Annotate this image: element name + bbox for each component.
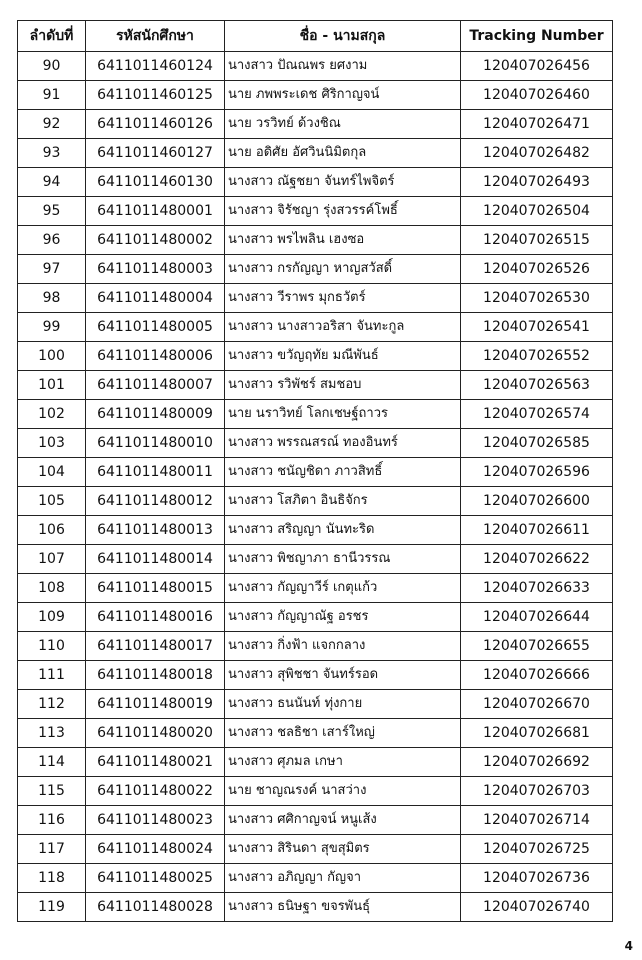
cell-tracking-number: 120407026622	[461, 545, 613, 574]
table-row	[18, 777, 613, 806]
cell-full-name: นางสาว ธนนันท์ ทุ่งกาย	[225, 690, 461, 719]
table-row	[18, 545, 613, 574]
cell-order: 112	[18, 690, 86, 719]
cell-tracking-number: 120407026515	[461, 226, 613, 255]
cell-student-id: 6411011480015	[86, 574, 225, 603]
cell-student-id: 6411011460124	[86, 52, 225, 81]
cell-student-id: 6411011480007	[86, 371, 225, 400]
table-row	[18, 835, 613, 864]
cell-full-name: นาย ภพพระเดช ศิริกาญจน์	[225, 81, 461, 110]
cell-order: 116	[18, 806, 86, 835]
header-tracking-number: Tracking Number	[461, 21, 613, 52]
cell-tracking-number: 120407026504	[461, 197, 613, 226]
table-row	[18, 313, 613, 342]
cell-student-id: 6411011480006	[86, 342, 225, 371]
cell-order: 105	[18, 487, 86, 516]
cell-full-name: นางสาว ชนัญชิดา ภาวสิทธิ์	[225, 458, 461, 487]
cell-tracking-number: 120407026471	[461, 110, 613, 139]
table-row	[18, 110, 613, 139]
cell-full-name: นางสาว พรรณสรณ์ ทองอินทร์	[225, 429, 461, 458]
cell-full-name: นางสาว ขวัญฤทัย มณีพันธ์	[225, 342, 461, 371]
cell-student-id: 6411011460126	[86, 110, 225, 139]
cell-tracking-number: 120407026633	[461, 574, 613, 603]
cell-order: 103	[18, 429, 86, 458]
cell-full-name: นางสาว พิชญาภา ธานีวรรณ	[225, 545, 461, 574]
table-row	[18, 400, 613, 429]
cell-tracking-number: 120407026644	[461, 603, 613, 632]
cell-full-name: นางสาว ณัฐชยา จันทร์ไพจิตร์	[225, 168, 461, 197]
table-row	[18, 52, 613, 81]
cell-tracking-number: 120407026714	[461, 806, 613, 835]
cell-order: 111	[18, 661, 86, 690]
cell-order: 97	[18, 255, 86, 284]
table-row	[18, 661, 613, 690]
table-row	[18, 168, 613, 197]
cell-tracking-number: 120407026482	[461, 139, 613, 168]
cell-full-name: นาย วรวิทย์ ด้วงชิณ	[225, 110, 461, 139]
cell-order: 92	[18, 110, 86, 139]
cell-student-id: 6411011480018	[86, 661, 225, 690]
header-order: ลำดับที่	[18, 21, 86, 52]
cell-full-name: นางสาว กัญญาวีร์ เกตุแก้ว	[225, 574, 461, 603]
cell-full-name: นางสาว พรไพลิน เฮงซอ	[225, 226, 461, 255]
cell-order: 118	[18, 864, 86, 893]
table-row	[18, 81, 613, 110]
cell-order: 104	[18, 458, 86, 487]
table-row	[18, 690, 613, 719]
table-row	[18, 574, 613, 603]
cell-tracking-number: 120407026552	[461, 342, 613, 371]
header-full-name: ชื่อ - นามสกุล	[225, 21, 461, 52]
cell-tracking-number: 120407026456	[461, 52, 613, 81]
cell-tracking-number: 120407026655	[461, 632, 613, 661]
table-row	[18, 197, 613, 226]
cell-student-id: 6411011480002	[86, 226, 225, 255]
cell-student-id: 6411011480016	[86, 603, 225, 632]
cell-tracking-number: 120407026681	[461, 719, 613, 748]
cell-full-name: นางสาว อภิญญา กัญจา	[225, 864, 461, 893]
cell-order: 91	[18, 81, 86, 110]
cell-student-id: 6411011480009	[86, 400, 225, 429]
cell-tracking-number: 120407026611	[461, 516, 613, 545]
cell-full-name: นาย อดิศัย อัศวินนิมิตกุล	[225, 139, 461, 168]
table-row	[18, 226, 613, 255]
cell-student-id: 6411011480011	[86, 458, 225, 487]
table-row	[18, 458, 613, 487]
header-student-id: รหัสนักศึกษา	[86, 21, 225, 52]
table-row	[18, 487, 613, 516]
table-row	[18, 371, 613, 400]
cell-tracking-number: 120407026563	[461, 371, 613, 400]
table-row	[18, 603, 613, 632]
cell-tracking-number: 120407026600	[461, 487, 613, 516]
cell-order: 94	[18, 168, 86, 197]
cell-tracking-number: 120407026530	[461, 284, 613, 313]
cell-student-id: 6411011480021	[86, 748, 225, 777]
cell-tracking-number: 120407026666	[461, 661, 613, 690]
cell-tracking-number: 120407026526	[461, 255, 613, 284]
cell-tracking-number: 120407026725	[461, 835, 613, 864]
table-row	[18, 806, 613, 835]
cell-student-id: 6411011480019	[86, 690, 225, 719]
cell-student-id: 6411011480024	[86, 835, 225, 864]
cell-student-id: 6411011480025	[86, 864, 225, 893]
table-row	[18, 893, 613, 922]
cell-order: 113	[18, 719, 86, 748]
cell-full-name: นางสาว กัญญาณัฐ อรชร	[225, 603, 461, 632]
cell-student-id: 6411011480020	[86, 719, 225, 748]
cell-order: 110	[18, 632, 86, 661]
cell-tracking-number: 120407026596	[461, 458, 613, 487]
table-row	[18, 632, 613, 661]
cell-full-name: นางสาว กรกัญญา หาญสวัสดิ์	[225, 255, 461, 284]
cell-full-name: นางสาว สิรินดา สุขสุมิตร	[225, 835, 461, 864]
table-row	[18, 748, 613, 777]
cell-full-name: นางสาว ธนิษฐา ขจรพันธุ์	[225, 893, 461, 922]
cell-full-name: นาย ชาญณรงค์ นาสว่าง	[225, 777, 461, 806]
cell-order: 98	[18, 284, 86, 313]
cell-student-id: 6411011480001	[86, 197, 225, 226]
cell-order: 102	[18, 400, 86, 429]
cell-student-id: 6411011480010	[86, 429, 225, 458]
table-header-row	[18, 21, 613, 52]
table-row	[18, 284, 613, 313]
cell-tracking-number: 120407026541	[461, 313, 613, 342]
cell-full-name: นางสาว สริญญา นันทะริด	[225, 516, 461, 545]
table-row	[18, 139, 613, 168]
cell-order: 117	[18, 835, 86, 864]
cell-full-name: นางสาว ศศิกาญจน์ หนูเส้ง	[225, 806, 461, 835]
page-number: 4	[624, 939, 633, 953]
cell-student-id: 6411011480012	[86, 487, 225, 516]
cell-tracking-number: 120407026736	[461, 864, 613, 893]
table-row	[18, 255, 613, 284]
cell-tracking-number: 120407026670	[461, 690, 613, 719]
cell-student-id: 6411011480004	[86, 284, 225, 313]
cell-student-id: 6411011460125	[86, 81, 225, 110]
cell-student-id: 6411011460127	[86, 139, 225, 168]
cell-full-name: นางสาว กิ่งฟ้า แจกกลาง	[225, 632, 461, 661]
cell-full-name: นาย นราวิทย์ โลกเชษฐ์ถาวร	[225, 400, 461, 429]
cell-tracking-number: 120407026703	[461, 777, 613, 806]
student-tracking-table	[17, 20, 613, 922]
table-row	[18, 864, 613, 893]
cell-full-name: นางสาว โสภิตา อินธิจักร	[225, 487, 461, 516]
cell-student-id: 6411011480017	[86, 632, 225, 661]
cell-order: 115	[18, 777, 86, 806]
cell-order: 100	[18, 342, 86, 371]
cell-student-id: 6411011480013	[86, 516, 225, 545]
cell-student-id: 6411011480022	[86, 777, 225, 806]
cell-tracking-number: 120407026740	[461, 893, 613, 922]
cell-order: 90	[18, 52, 86, 81]
table-body	[18, 52, 613, 922]
cell-tracking-number: 120407026692	[461, 748, 613, 777]
cell-tracking-number: 120407026460	[461, 81, 613, 110]
cell-order: 95	[18, 197, 86, 226]
table-row	[18, 429, 613, 458]
cell-tracking-number: 120407026493	[461, 168, 613, 197]
cell-tracking-number: 120407026574	[461, 400, 613, 429]
cell-full-name: นางสาว รวิพัชร์ สมชอบ	[225, 371, 461, 400]
cell-order: 99	[18, 313, 86, 342]
cell-order: 107	[18, 545, 86, 574]
cell-order: 109	[18, 603, 86, 632]
cell-tracking-number: 120407026585	[461, 429, 613, 458]
cell-order: 96	[18, 226, 86, 255]
cell-order: 114	[18, 748, 86, 777]
cell-full-name: นางสาว นางสาวอริสา จันทะกูล	[225, 313, 461, 342]
cell-student-id: 6411011460130	[86, 168, 225, 197]
cell-full-name: นางสาว ปัณณพร ยศงาม	[225, 52, 461, 81]
cell-order: 108	[18, 574, 86, 603]
cell-full-name: นางสาว สุพิชชา จันทร์รอด	[225, 661, 461, 690]
cell-student-id: 6411011480003	[86, 255, 225, 284]
cell-order: 106	[18, 516, 86, 545]
cell-full-name: นางสาว จิรัชญา รุ่งสวรรค์โพธิ์	[225, 197, 461, 226]
table-row	[18, 342, 613, 371]
cell-order: 119	[18, 893, 86, 922]
table-row	[18, 516, 613, 545]
cell-student-id: 6411011480023	[86, 806, 225, 835]
cell-order: 93	[18, 139, 86, 168]
table-row	[18, 719, 613, 748]
cell-full-name: นางสาว วีราพร มุกธวัตร์	[225, 284, 461, 313]
cell-student-id: 6411011480005	[86, 313, 225, 342]
cell-order: 101	[18, 371, 86, 400]
cell-student-id: 6411011480028	[86, 893, 225, 922]
cell-student-id: 6411011480014	[86, 545, 225, 574]
cell-full-name: นางสาว ศุภมล เกษา	[225, 748, 461, 777]
cell-full-name: นางสาว ชลธิชา เสาร์ใหญ่	[225, 719, 461, 748]
